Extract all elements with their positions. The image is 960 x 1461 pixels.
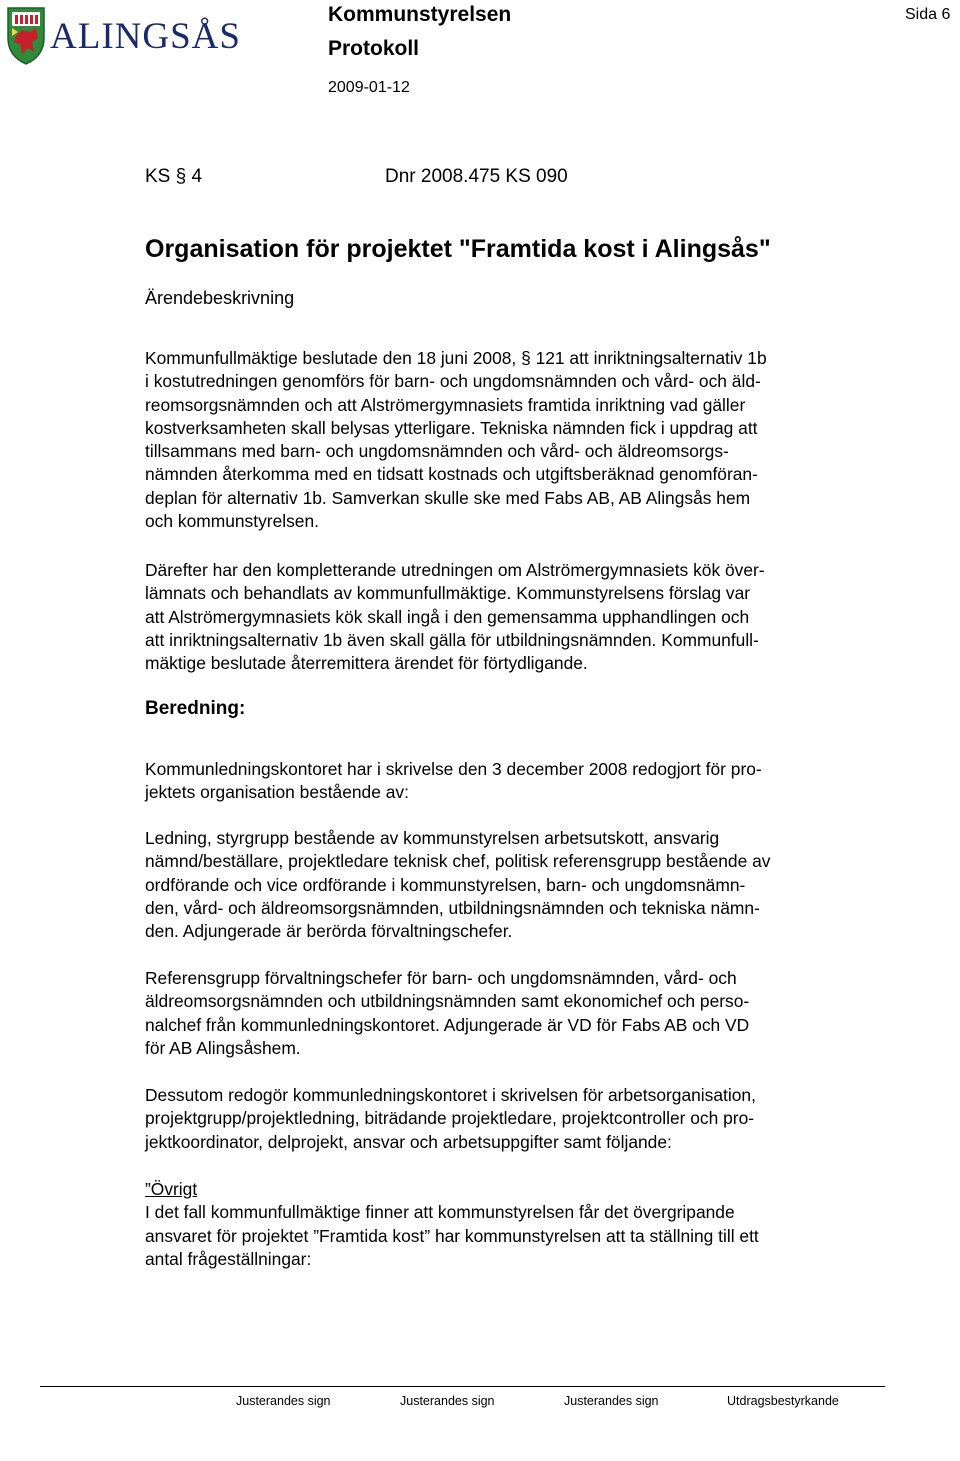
section-heading-description: Ärendebeskrivning — [145, 288, 295, 308]
text-line: nalchef från kommunledningskontoret. Adjungerade är VD för Fabs AB och VD — [145, 1014, 750, 1035]
text-line: lämnats och behandlats av kommunfullmäktige. Kommunstyrelsens förslag var — [145, 583, 751, 604]
text-line: Dessutom redogör kommunledningskontoret i skrivelsen för arbetsorganisation, — [145, 1085, 756, 1105]
text-line: i kostutredningen genomförs för barn- och ungdomsnämnden och vård- och äld- — [145, 371, 761, 392]
footer-divider — [40, 1386, 885, 1387]
text-line: Kommunledningskontoret har i skrivelse den 3 december 2008 redogjort för pro- — [145, 759, 762, 779]
text-line: att inriktningsalternativ 1b även skall gälla för utbildningsnämnden. Kommunfull- — [145, 629, 759, 650]
paragraph-report — [145, 758, 885, 805]
text-line: Därefter har den kompletterande utredningen om Alströmergymnasiets kök över- — [145, 560, 765, 580]
ks-number: 4 — [191, 166, 203, 187]
text-line: den. Adjungerade är berörda förvaltningschefer. — [145, 921, 513, 942]
text-line: för AB Alingsåshem. — [145, 1037, 301, 1058]
organization-title: Kommunstyrelsen — [328, 3, 512, 26]
text-line: Kommunfullmäktige beslutade den 18 juni 2008, § 121 att inriktningsalternativ 1b — [145, 348, 767, 368]
paragraph-leadership — [145, 827, 885, 943]
paragraph-ovrigt — [145, 1178, 885, 1271]
text-line: nämnd/beställare, projektledare teknisk chef, politisk referensgrupp bestående av — [145, 851, 771, 872]
signature-field-3: Justerandes sign — [564, 1394, 659, 1408]
page-title: Organisation för projektet "Framtida kost i Alingsås" — [145, 235, 771, 263]
text-line: antal frågeställningar: — [145, 1248, 312, 1269]
svg-text:ALINGSÅS: ALINGSÅS — [50, 16, 241, 57]
text-line: Referensgrupp förvaltningschefer för barn- och ungdomsnämnden, vård- och — [145, 968, 737, 988]
text-line: äldreomsorgsnämnden och utbildningsnämnden samt ekonomichef och perso- — [145, 991, 750, 1012]
text-line: reomsorgsnämnden och att Alströmergymnasiets framtida inriktning vad gäller — [145, 394, 746, 415]
text-line: ansvaret för projektet ”Framtida kost” har kommunstyrelsen att ta ställning till ett — [145, 1225, 759, 1246]
text-line: deplan för alternativ 1b. Samverkan skulle ske med Fabs AB, AB Alingsås hem — [145, 487, 751, 508]
paragraph-reference-group — [145, 967, 885, 1060]
text-line: och kommunstyrelsen. — [145, 511, 319, 532]
text-line: jektets organisation bestående av: — [145, 782, 409, 803]
document-type: Protokoll — [328, 37, 420, 60]
extract-certification-field: Utdragsbestyrkande — [727, 1394, 839, 1408]
text-line: den, vård- och äldreomsorgsnämnden, utbildningsnämnden och tekniska nämn- — [145, 897, 760, 918]
ks-label: KS — [145, 166, 171, 187]
paragraph-decision — [145, 347, 885, 533]
text-line: projektgrupp/projektledning, biträdande projektledare, projektcontroller och pro- — [145, 1108, 755, 1129]
coat-of-arms-icon — [4, 2, 258, 66]
paragraph-icon: § — [175, 166, 187, 187]
signature-field-2: Justerandes sign — [400, 1394, 495, 1408]
paragraph-followup — [145, 559, 885, 675]
case-reference — [145, 166, 568, 188]
text-line: ordförande och vice ordförande i kommunstyrelsen, barn- och ungdomsnämn- — [145, 874, 746, 895]
text-line: jektkoordinator, delprojekt, ansvar och arbetsuppgifter samt följande: — [145, 1131, 672, 1152]
page-number: Sida 6 — [905, 6, 951, 23]
ovrigt-heading: ”Övrigt — [145, 1179, 198, 1199]
alingsas-logo — [4, 2, 258, 66]
text-line: att Alströmergymnasiets kök skall ingå i den gemensamma upphandlingen och — [145, 606, 750, 627]
text-line: I det fall kommunfullmäktige finner att kommunstyrelsen får det övergripande — [145, 1202, 735, 1223]
diary-number: Dnr 2008.475 KS 090 — [385, 166, 568, 187]
signature-field-1: Justerandes sign — [236, 1394, 331, 1408]
text-line: kostverksamheten skall belysas ytterligare. Tekniska nämnden fick i uppdrag att — [145, 417, 758, 438]
section-heading-beredning: Beredning: — [145, 698, 246, 719]
text-line: tillsammans med barn- och ungdomsnämnden och vård- och äldreomsorgs- — [145, 441, 729, 462]
text-line: mäktige beslutade återremittera ärendet för förtydligande. — [145, 653, 588, 674]
text-line: nämnden återkomma med en tidsatt kostnads och utgiftsberäknad genomföran- — [145, 464, 758, 485]
text-line: Ledning, styrgrupp bestående av kommunstyrelsen arbetsutskott, ansvarig — [145, 828, 720, 848]
paragraph-organisation — [145, 1084, 885, 1154]
document-date: 2009-01-12 — [328, 79, 410, 96]
